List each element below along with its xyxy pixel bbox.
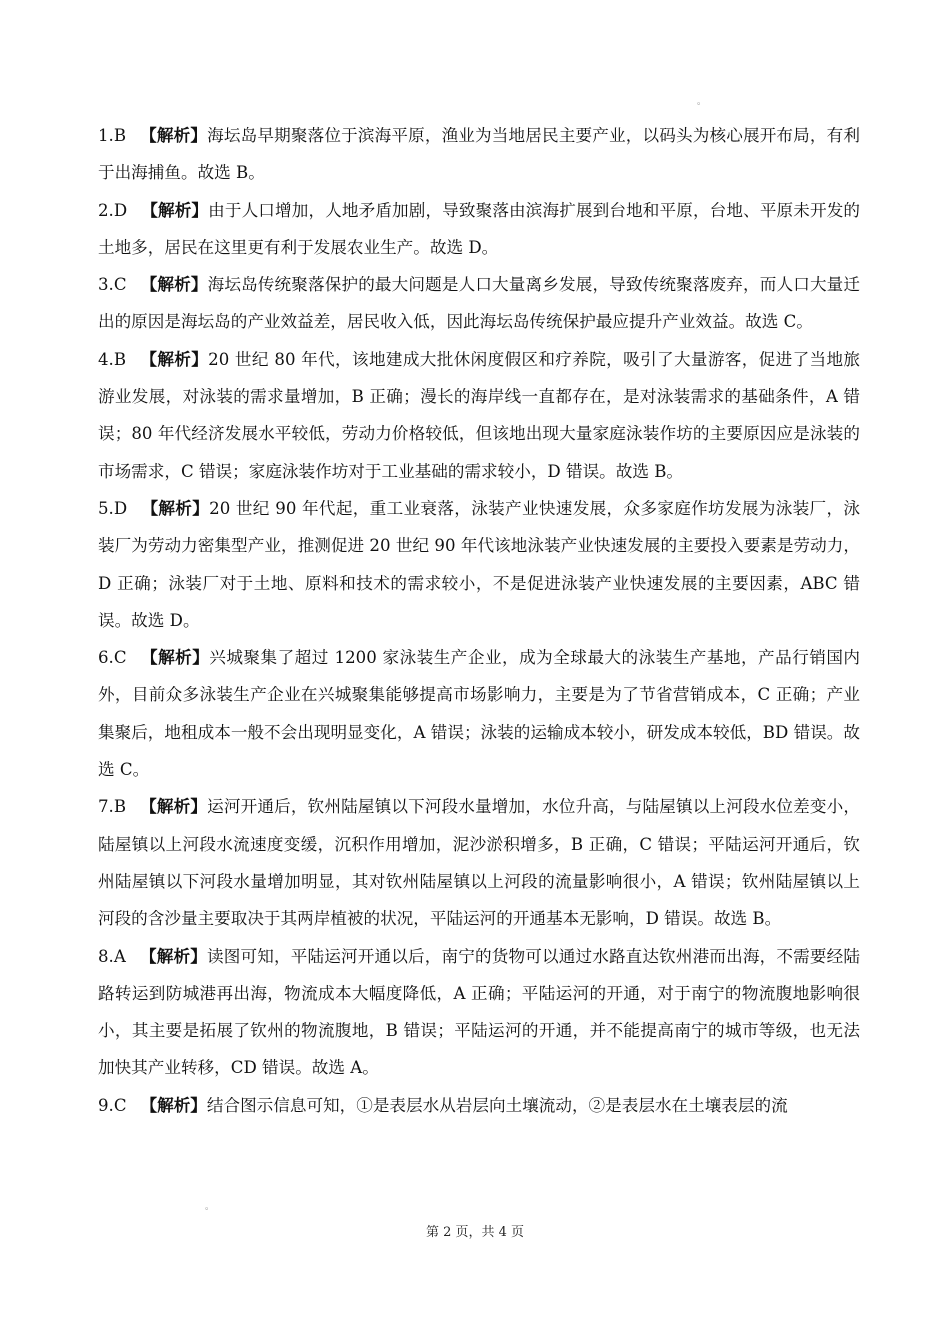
answer-item-6 — [98, 639, 860, 788]
answer-text: 兴城聚集了超过 1200 家泳装生产企业，成为全球最大的泳装生产基地，产品行销国内外，目前众多泳装生产企业在兴城聚集能够提高市场影响力，主要是为了节省营销成本，C 正确；产业集聚后，地租成本一般不会出现明显变化，A 错误；泳装的运输成本较小，研发成本较低，BD 错误。故选 C。 — [98, 648, 861, 780]
analysis-tag: 【解析】 — [140, 125, 208, 145]
answer-item-1 — [98, 117, 860, 192]
answer-number: 6.C — [98, 648, 127, 668]
analysis-tag: 【解析】 — [141, 497, 210, 518]
analysis-tag: 【解析】 — [139, 945, 207, 966]
answer-number: 3.C — [98, 275, 127, 295]
analysis-tag: 【解析】 — [140, 348, 209, 369]
answer-text: 海坛岛传统聚落保护的最大问题是人口大量离乡发展，导致传统聚落废弃，而人口大量迁出的原因是海坛岛的产业效益差，居民收入低，因此海坛岛传统保护最应提升产业效益。故选 C。 — [98, 275, 861, 332]
answer-item-4 — [98, 341, 860, 490]
answer-number: 5.D — [98, 498, 128, 518]
answer-number: 7.B — [98, 797, 127, 817]
answer-item-5 — [98, 490, 860, 639]
answer-text: 海坛岛早期聚落位于滨海平原，渔业为当地居民主要产业，以码头为核心展开布局，有利于出海捕鱼。故选 B。 — [98, 126, 860, 183]
answer-number: 9.C — [98, 1095, 127, 1115]
answer-text: 读图可知，平陆运河开通以后，南宁的货物可以通过水路直达钦州港而出海，不需要经陆路转运到防城港再出海，物流成本大幅度降低，A 正确；平陆运河的开通，对于南宁的物流腹地影响很小，其主要是拓展了钦州的物流腹地，B 错误；平陆运河的开通，并不能提高南宁的城市等级，也无法加快其产业转移，CD 错误。故选 A。 — [98, 946, 861, 1078]
analysis-tag: 【解析】 — [140, 647, 210, 668]
top-dot-mark: 。 — [697, 97, 707, 107]
answer-item-7 — [98, 788, 860, 937]
answer-item-2 — [98, 192, 860, 267]
answer-text: 20 世纪 80 年代，该地建成大批休闲度假区和疗养院，吸引了大量游客，促进了当地旅游业发展，对泳装的需求量增加，B 正确；漫长的海岸线一直都存在，是对泳装需求的基础条件，A 错误；80 年代经济发展水平较低，劳动力价格较低，但该地出现大量家庭泳装作坊的主要原因应是泳装的市场需求，C 错误；家庭泳装作坊对于工业基础的需求较小，D 错误。故选 B。 — [98, 349, 860, 481]
answer-number: 1.B — [98, 126, 127, 145]
bottom-dot-mark: 。 — [205, 1202, 215, 1212]
answer-number: 2.D — [98, 200, 128, 220]
answer-number: 4.B — [98, 349, 127, 369]
answer-list — [98, 117, 860, 1124]
analysis-tag: 【解析】 — [140, 796, 208, 817]
answer-text: 由于人口增加，人地矛盾加剧，导致聚落由滨海扩展到台地和平原，台地、平原未开发的土地多，居民在这里更有利于发展农业生产。故选 D。 — [98, 200, 861, 257]
answer-item-9 — [98, 1087, 860, 1124]
analysis-tag: 【解析】 — [141, 199, 209, 220]
analysis-tag: 【解析】 — [140, 274, 208, 295]
answer-item-8 — [98, 938, 860, 1087]
answer-number: 8.A — [98, 946, 126, 966]
answer-item-3 — [98, 266, 860, 341]
answer-text: 结合图示信息可知，①是表层水从岩层向土壤流动，②是表层水在土壤表层的流 — [206, 1095, 788, 1115]
answer-text: 20 世纪 90 年代起，重工业衰落，泳装产业快速发展，众多家庭作坊发展为泳装厂，泳装厂为劳动力密集型产业，推测促进 20 世纪 90 年代该地泳装产业快速发展的主要投入要素是劳动力，D 正确；泳装厂对于土地、原料和技术的需求较小，不是促进泳装产业快速发展的主要因素，ABC 错误。故选 D。 — [98, 498, 860, 630]
analysis-tag: 【解析】 — [140, 1094, 207, 1115]
page-footer: 第 2 页，共 4 页 — [425, 1225, 525, 1240]
answer-text: 运河开通后，钦州陆屋镇以下河段水量增加，水位升高，与陆屋镇以上河段水位差变小，陆屋镇以上河段水流速度变缓，沉积作用增加，泥沙淤积增多，B 正确，C 错误；平陆运河开通后，钦州陆屋镇以下河段水量增加明显，其对钦州陆屋镇以上河段的流量影响很小，A 错误；钦州陆屋镇以上河段的含沙量主要取决于其两岸植被的状况，平陆运河的开通基本无影响，D 错误。故选 B。 — [98, 797, 860, 929]
